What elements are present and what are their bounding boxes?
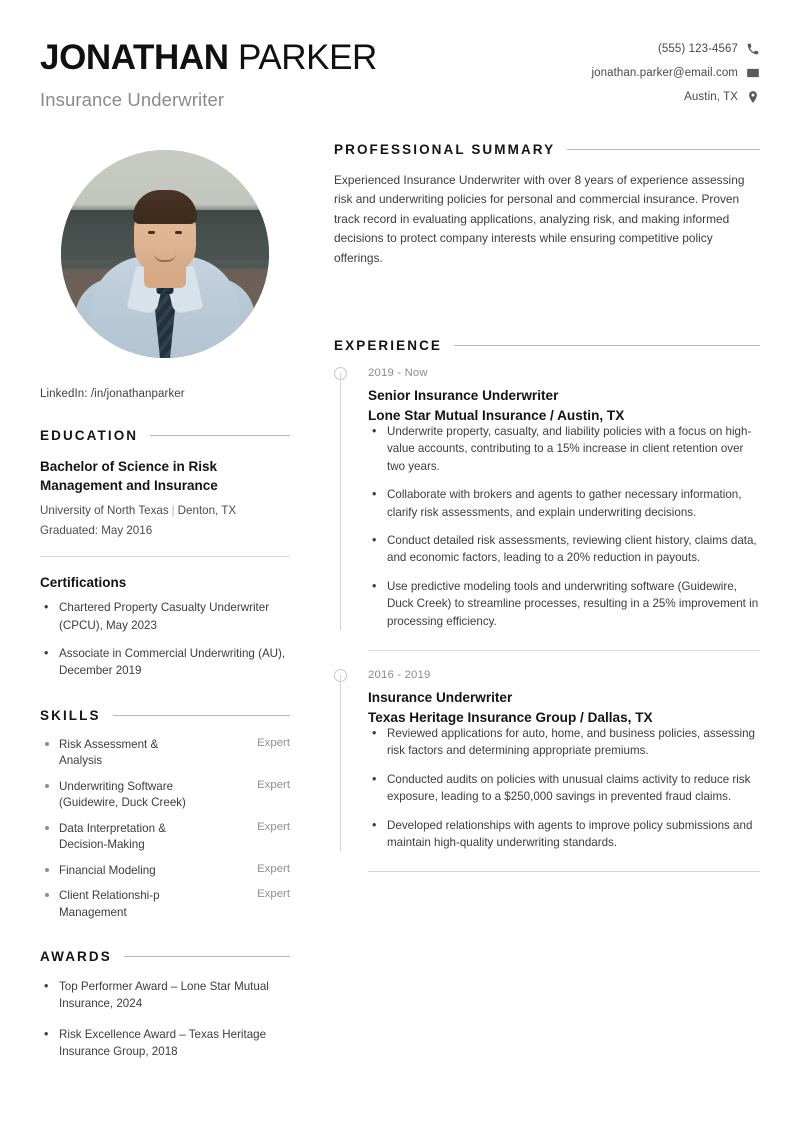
sidebar-column [40, 142, 290, 1061]
education-school-name: University of North Texas [40, 504, 169, 518]
timeline-rail [340, 373, 341, 630]
skill-level: Expert [257, 736, 290, 749]
resume-header [40, 36, 760, 114]
heading-rule [150, 435, 290, 436]
list-item: • Associate in Commercial Underwriting (AU), December 2019 [40, 645, 290, 680]
list-item: • Risk Excellence Award – Texas Heritage Insurance Group, 2018 [40, 1026, 290, 1061]
envelope-icon [746, 66, 760, 80]
education-school [40, 504, 290, 517]
skill-name: Risk Assessment & Analysis [40, 737, 200, 770]
certifications-heading: Certifications [40, 575, 127, 591]
list-item: • Use predictive modeling tools and underwriting software (Guidewire, Duck Creek) to streamline processes, resulting in a 25% improvement in processing efficiency. [368, 578, 760, 630]
contact-block [592, 36, 761, 114]
experience-heading [334, 338, 760, 353]
education-graduated: Graduated: May 2016 [40, 524, 153, 538]
summary-heading-text: PROFESSIONAL SUMMARY [334, 142, 556, 157]
contact-email[interactable] [592, 66, 761, 80]
skill-item [40, 737, 290, 770]
summary-text: Experienced Insurance Underwriter with over 8 years of experience assessing risk and underwriting policies for personal and commercial insurance. Proven track record in evaluating applications, analyzing risk, and making informed decisions to protect company interests while ensuring competitive policy offerings. [334, 173, 745, 265]
skill-name: Underwriting Software (Guidewire, Duck Creek) [40, 779, 200, 812]
experience-role: Insurance Underwriter [368, 689, 513, 705]
contact-location-text: Austin, TX [684, 91, 738, 103]
experience-date: 2019 - Now [368, 367, 428, 380]
experience-company: Texas Heritage Insurance Group / Dallas, TX [368, 709, 653, 725]
awards-heading [40, 949, 290, 964]
list-item: • Developed relationships with agents to improve policy submissions and maintain high-quality underwriting standards. [368, 817, 760, 852]
page-title [40, 40, 377, 77]
experience-section [334, 338, 760, 872]
heading-rule [454, 345, 760, 346]
name-block [40, 36, 377, 111]
education-school-location: Denton, TX [177, 504, 237, 518]
experience-role: Senior Insurance Underwriter [368, 388, 559, 404]
contact-location[interactable] [592, 90, 761, 104]
contact-phone[interactable] [592, 42, 761, 56]
skill-name: Financial Modeling [40, 863, 156, 879]
awards-heading-text: AWARDS [40, 948, 112, 964]
skill-level: Expert [257, 888, 290, 901]
job-title: Insurance Underwriter [40, 88, 225, 110]
awards-list [40, 978, 290, 1061]
list-item: • Reviewed applications for auto, home, and business policies, assessing risk factors and determining appropriate premiums. [368, 725, 760, 760]
timeline-rail [340, 675, 341, 851]
resume-body [40, 142, 760, 1061]
heading-rule [113, 715, 290, 716]
list-item: • Chartered Property Casualty Underwriter (CPCU), May 2023 [40, 599, 290, 634]
avatar-eye-left [148, 231, 155, 234]
sidebar-divider [40, 556, 290, 557]
education-degree: Bachelor of Science in Risk Management and Insurance [40, 459, 218, 494]
location-pin-icon [746, 90, 760, 104]
awards-section [40, 949, 290, 1061]
list-item: • Top Performer Award – Lone Star Mutual Insurance, 2024 [40, 978, 290, 1013]
skills-section [40, 708, 290, 921]
skill-item [40, 821, 290, 854]
experience-entry [334, 669, 760, 851]
skill-level: Expert [257, 778, 290, 791]
skill-level: Expert [257, 820, 290, 833]
first-name: JONATHAN [40, 38, 229, 77]
avatar-wrap [40, 150, 290, 358]
separator: | [171, 504, 175, 518]
experience-divider-end [368, 871, 760, 872]
contact-email-text: jonathan.parker@email.com [591, 67, 738, 79]
experience-bullets [368, 725, 760, 851]
experience-company: Lone Star Mutual Insurance / Austin, TX [368, 408, 625, 424]
heading-rule [567, 149, 760, 150]
phone-icon [746, 42, 760, 56]
linkedin-link[interactable]: LinkedIn: /in/jonathanparker [40, 388, 185, 400]
skill-name: Data Interpretation & Decision-Making [40, 821, 200, 854]
skill-item [40, 863, 290, 879]
avatar [61, 150, 269, 358]
skills-heading [40, 708, 290, 723]
summary-section [334, 142, 760, 268]
education-heading [40, 428, 290, 443]
list-item: • Conduct detailed risk assessments, reviewing client history, claims data, and economic factors, leading to a 20% reduction in payouts. [368, 532, 760, 567]
skill-item [40, 779, 290, 812]
skill-name: Client Relationshi-p Management [40, 888, 200, 921]
skills-heading-text: SKILLS [40, 707, 101, 723]
experience-list [334, 367, 760, 872]
skill-level: Expert [257, 862, 290, 875]
experience-bullets [368, 423, 760, 630]
list-item: • Underwrite property, casualty, and liability policies with a focus on high-value accounts, contributing to a 15% increase in client retention over two years. [368, 423, 760, 475]
certifications-section [40, 575, 290, 680]
main-column [290, 142, 760, 1061]
skills-list [40, 737, 290, 921]
last-name-text: PARKER [237, 38, 377, 77]
experience-divider [368, 650, 760, 651]
heading-rule [124, 956, 290, 957]
avatar-eye-right [175, 231, 182, 234]
education-heading-text: EDUCATION [40, 428, 139, 443]
skill-item [40, 888, 290, 921]
list-item: • Collaborate with brokers and agents to gather necessary information, clarify risk assessments, and explain underwriting decisions. [368, 486, 760, 521]
education-section [40, 428, 290, 537]
certifications-list [40, 599, 290, 680]
experience-entry [334, 367, 760, 630]
experience-heading-text: EXPERIENCE [334, 338, 443, 354]
summary-heading [334, 142, 760, 157]
last-name [229, 38, 238, 77]
list-item: • Conducted audits on policies with unusual claims activity to reduce risk exposure, leading to a $250,000 savings in prevented fraud claims. [368, 771, 760, 806]
contact-phone-text: (555) 123-4567 [657, 43, 738, 55]
experience-date: 2016 - 2019 [368, 668, 431, 681]
